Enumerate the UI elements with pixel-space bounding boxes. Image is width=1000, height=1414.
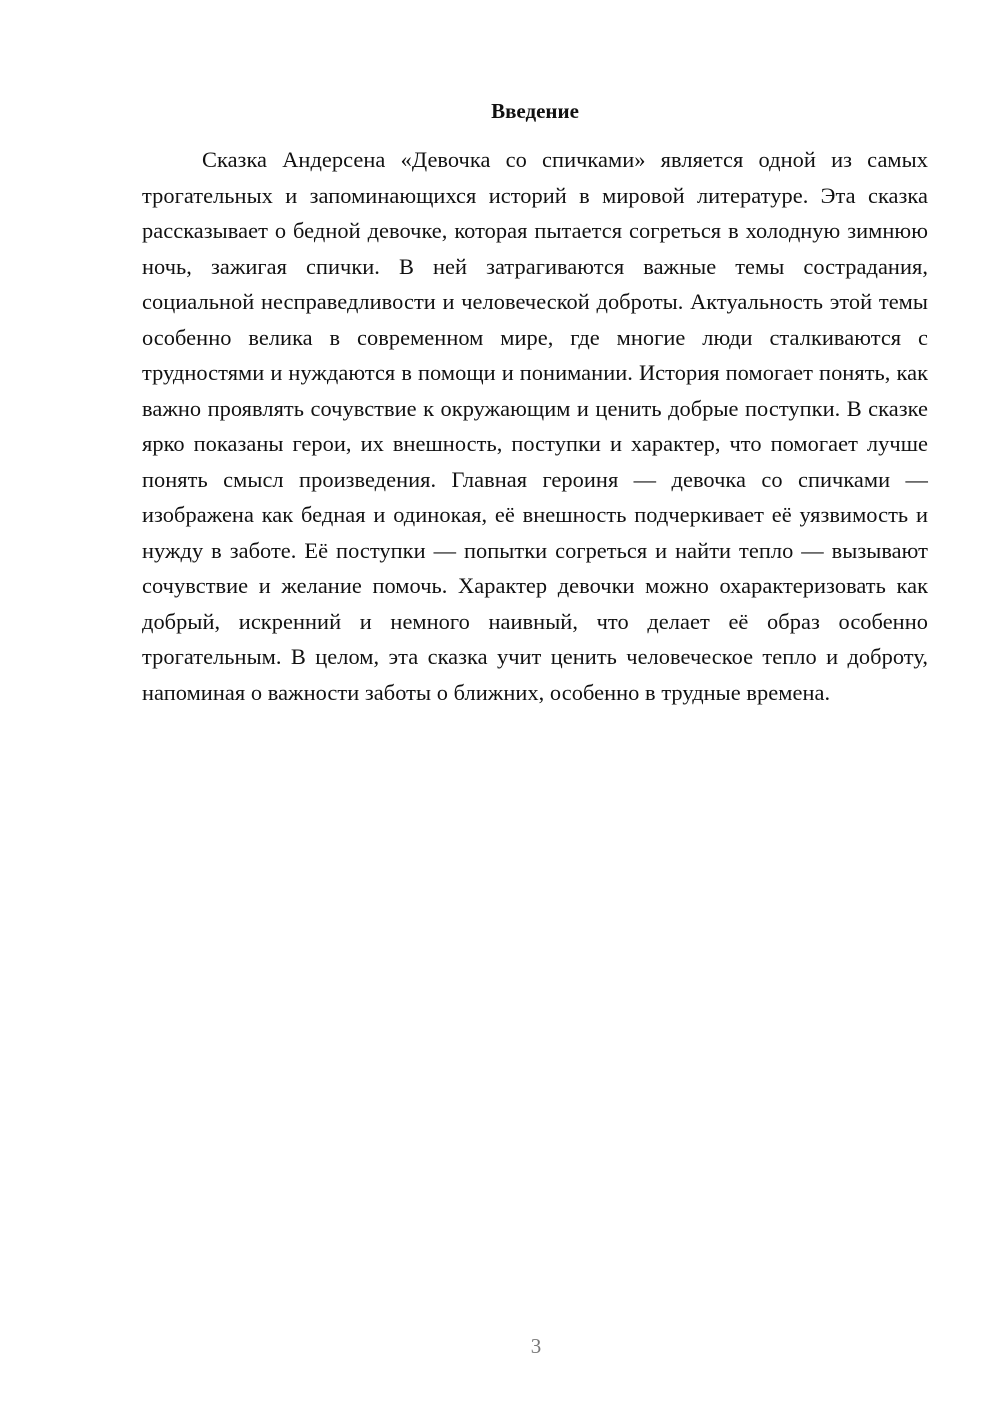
page-number: 3 xyxy=(530,1334,542,1358)
body-paragraph: Сказка Андерсена «Девочка со спичками» является одной из самых трогательных и запоминающихся историй в мировой литературе. Эта сказка рассказывает о бедной девочке, которая пытается согреться в холодную зимнюю ночь, зажигая спички. В ней затрагиваются важные темы сострадания, социальной несправедливости и человеческой доброты. Актуальность этой темы особенно велика в современном мире, где многие люди сталкиваются с трудностями и нуждаются в помощи и понимании. История помогает понять, как важно проявлять сочувствие к окружающим и ценить добрые поступки. В сказке ярко показаны герои, их внешность, поступки и характер, что помогает лучше понять смысл произведения. Главная героиня — девочка со спичками — изображена как бедная и одинокая, её внешность подчеркивает её уязвимость и нужду в заботе. Её поступки — попытки согреться и найти тепло — вызывают сочувствие и желание помочь. Характер девочки можно охарактеризовать как добрый, искренний и немного наивный, что делает её образ особенно трогательным. В целом, эта сказка учит ценить человеческое тепло и доброту, напоминая о важности заботы о ближних, особенно в трудные времена. xyxy=(142,147,928,705)
section-heading: Введение xyxy=(491,99,579,123)
